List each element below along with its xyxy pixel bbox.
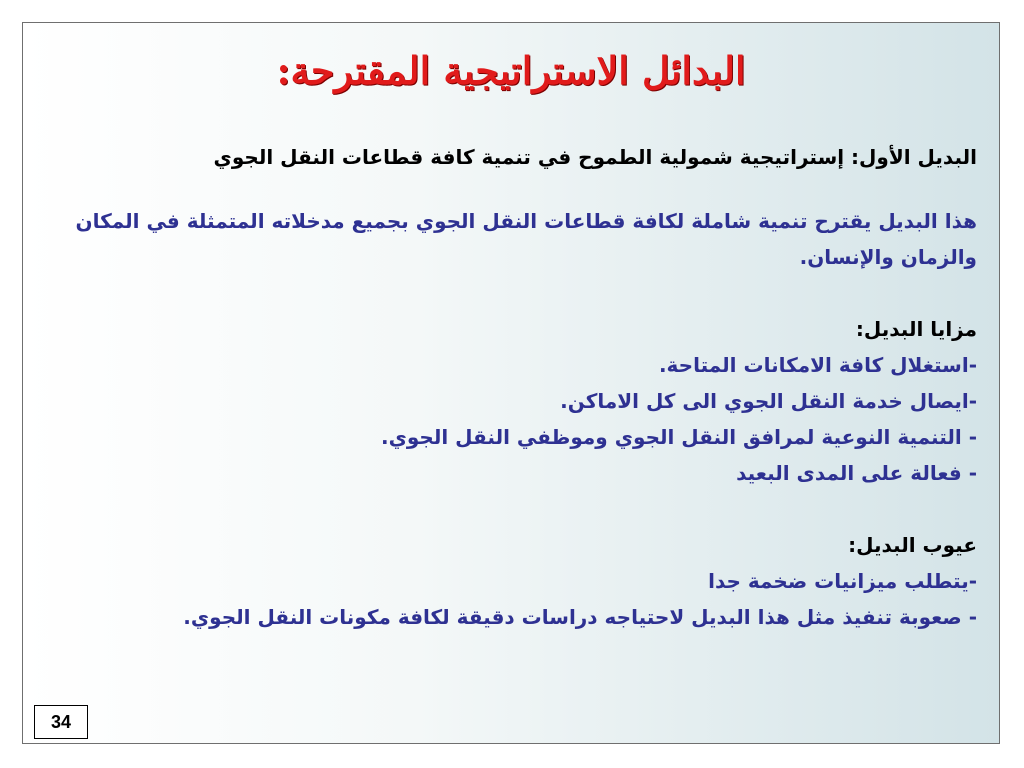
- advantage-item: -ايصال خدمة النقل الجوي الى كل الاماكن.: [560, 389, 977, 413]
- slide-title: البدائل الاستراتيجية المقترحة:: [276, 48, 746, 93]
- disadvantage-item: - صعوبة تنفيذ مثل هذا البديل لاحتياجه دراسات دقيقة لكافة مكونات النقل الجوي.: [183, 605, 977, 629]
- advantage-item: - التنمية النوعية لمرافق النقل الجوي وموظفي النقل الجوي.: [380, 425, 977, 449]
- slide-body: [63, 139, 977, 635]
- disadvantage-item: -يتطلب ميزانيات ضخمة جدا: [708, 569, 977, 593]
- advantages-heading: مزايا البديل:: [855, 317, 977, 341]
- disadvantages-heading: عيوب البديل:: [848, 533, 977, 557]
- advantage-item: -استغلال كافة الامكانات المتاحة.: [658, 353, 977, 377]
- alternative-heading: البديل الأول: إستراتيجية شمولية الطموح في تنمية كافة قطاعات النقل الجوي: [213, 145, 977, 169]
- slide: [22, 22, 1000, 744]
- advantage-item: - فعالة على المدى البعيد: [736, 461, 977, 485]
- page-number: 34: [34, 705, 88, 739]
- alternative-description: هذا البديل يقترح تنمية شاملة لكافة قطاعات النقل الجوي بجميع مدخلاته المتمثلة في المكان والزمان والإنسان.: [75, 209, 977, 269]
